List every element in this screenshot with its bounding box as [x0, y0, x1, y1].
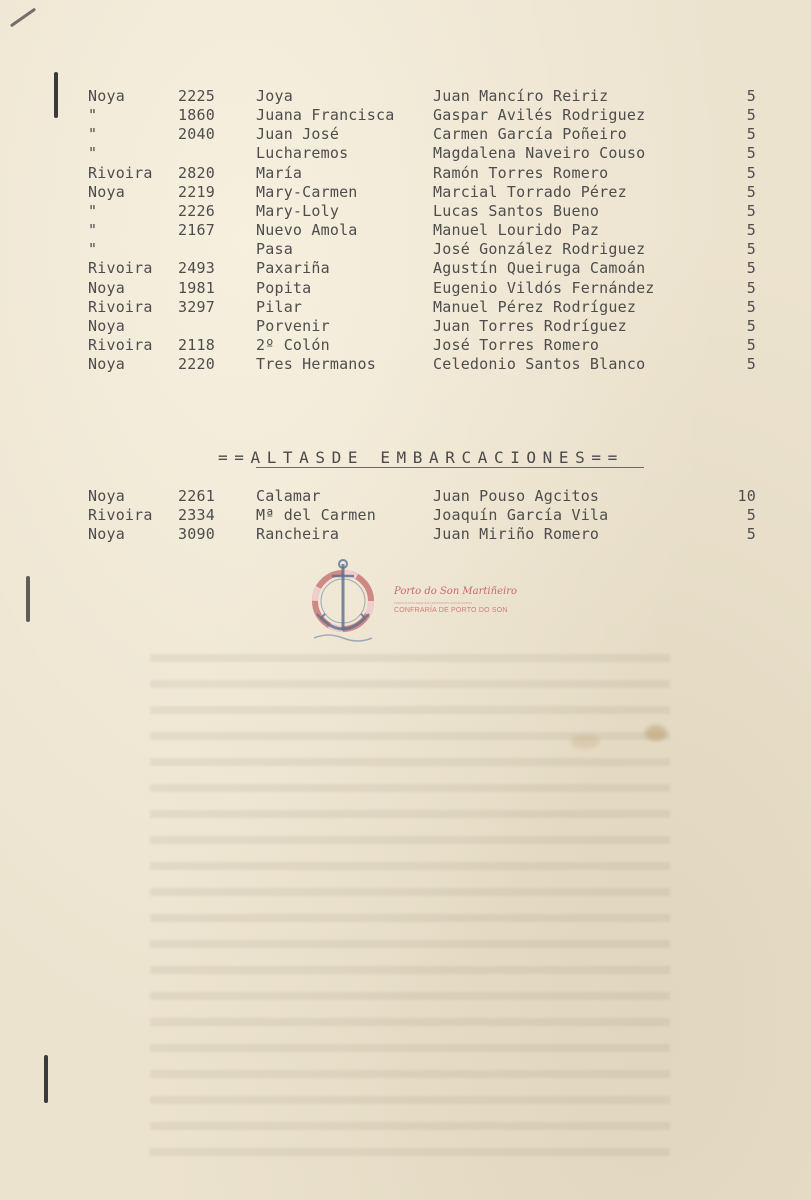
boat-name-cell: Popita: [256, 278, 312, 297]
owner-cell: Carmen García Poñeiro: [433, 125, 627, 144]
vessel-row: [0, 106, 811, 125]
owner-cell: Juan Miriño Romero: [433, 525, 600, 543]
number-cell: 2261: [178, 487, 215, 505]
boat-name-cell: Rancheira: [256, 525, 340, 543]
owner-cell: José Torres Romero: [433, 335, 600, 354]
margin-mark: [44, 1055, 48, 1103]
value-cell: 5: [746, 182, 756, 201]
vessel-row: [0, 259, 811, 278]
port-cell: ": [88, 106, 98, 125]
vessel-row: [0, 144, 811, 163]
number-cell: 2820: [178, 163, 215, 182]
vessel-row: [0, 183, 811, 202]
port-cell: ": [88, 144, 98, 163]
value-cell: 5: [746, 316, 756, 335]
value-cell: 5: [746, 201, 756, 220]
stain: [570, 735, 600, 749]
vessel-row: [0, 202, 811, 221]
port-cell: Noya: [88, 487, 125, 505]
number-cell: 2219: [178, 182, 215, 201]
watermark-logo: [308, 556, 517, 646]
boat-name-cell: Juan José: [256, 125, 340, 144]
vessel-row: [0, 336, 811, 355]
vessel-row: [0, 298, 811, 317]
owner-cell: Magdalena Naveiro Couso: [433, 144, 646, 163]
owner-cell: Agustín Queiruga Camoán: [433, 259, 646, 278]
boat-name-cell: Joya: [256, 87, 293, 105]
value-cell: 5: [746, 278, 756, 297]
port-cell: Noya: [88, 278, 125, 297]
boat-name-cell: 2º Colón: [256, 335, 330, 354]
boat-name-cell: Lucharemos: [256, 144, 349, 163]
value-cell: 5: [746, 297, 756, 316]
altas-heading-text: ==ALTASDE EMBARCACIONES==: [218, 448, 624, 467]
value-cell: 5: [746, 221, 756, 240]
port-cell: Noya: [88, 182, 125, 201]
boat-name-cell: María: [256, 163, 303, 182]
number-cell: 2493: [178, 259, 215, 278]
number-cell: 1981: [178, 278, 215, 297]
vessel-row: [0, 87, 811, 106]
value-cell: 5: [746, 125, 756, 144]
owner-cell: Juan Pouso Agcitos: [433, 487, 600, 505]
value-cell: 5: [746, 87, 756, 105]
port-cell: Noya: [88, 87, 125, 105]
number-cell: 2226: [178, 201, 215, 220]
number-cell: 1860: [178, 106, 215, 125]
vessel-row: [0, 164, 811, 183]
boat-name-cell: Porvenir: [256, 316, 330, 335]
watermark-small-rule: FONDOS DOCUMENTAIS HISTÓRICOS DIXITALIZADOS: [394, 601, 473, 605]
number-cell: 2220: [178, 355, 215, 374]
owner-cell: Celedonio Santos Blanco: [433, 355, 646, 374]
port-cell: ": [88, 201, 98, 220]
anchor-lifebuoy-icon: [308, 556, 378, 646]
owner-cell: Eugenio Vildós Fernández: [433, 278, 655, 297]
boat-name-cell: Paxariña: [256, 259, 330, 278]
owner-cell: Gaspar Avilés Rodriguez: [433, 106, 646, 125]
value-cell: 5: [746, 144, 756, 163]
owner-cell: Juan Torres Rodríguez: [433, 316, 627, 335]
port-cell: Rivoira: [88, 335, 153, 354]
heading-underline: [256, 467, 644, 468]
port-cell: Rivoira: [88, 297, 153, 316]
owner-cell: Lucas Santos Bueno: [433, 201, 600, 220]
vessel-row: [0, 125, 811, 144]
port-cell: Rivoira: [88, 163, 153, 182]
owner-cell: Manuel Lourido Paz: [433, 221, 600, 240]
value-cell: 5: [746, 355, 756, 374]
number-cell: 3090: [178, 525, 215, 543]
value-cell: 5: [746, 525, 756, 543]
stain: [645, 725, 667, 741]
vessel-row: [0, 221, 811, 240]
number-cell: 2225: [178, 87, 215, 105]
port-cell: ": [88, 125, 98, 144]
boat-name-cell: Nuevo Amola: [256, 221, 358, 240]
number-cell: 2040: [178, 125, 215, 144]
altas-heading: [218, 448, 624, 468]
number-cell: 2334: [178, 506, 215, 524]
port-cell: Noya: [88, 355, 125, 374]
owner-cell: Ramón Torres Romero: [433, 163, 609, 182]
port-cell: Noya: [88, 316, 125, 335]
value-cell: 5: [746, 163, 756, 182]
vessel-row: [0, 317, 811, 336]
boat-name-cell: Pasa: [256, 240, 293, 259]
vessel-row: [0, 279, 811, 298]
owner-cell: Manuel Pérez Rodríguez: [433, 297, 637, 316]
port-cell: Rivoira: [88, 506, 153, 524]
vessel-row: [0, 240, 811, 259]
owner-cell: Joaquín García Vila: [433, 506, 609, 524]
number-cell: 2167: [178, 221, 215, 240]
number-cell: 3297: [178, 297, 215, 316]
value-cell: 5: [746, 106, 756, 125]
owner-cell: Juan Mancíro Reiriz: [433, 87, 609, 105]
margin-mark: [10, 8, 36, 28]
altas-row: [0, 525, 811, 544]
boat-name-cell: Tres Hermanos: [256, 355, 376, 374]
port-cell: ": [88, 221, 98, 240]
port-cell: ": [88, 240, 98, 259]
boat-name-cell: Mª del Carmen: [256, 506, 376, 524]
port-cell: Rivoira: [88, 259, 153, 278]
watermark-name: Porto do Son Martiñeiro: [394, 586, 517, 597]
margin-mark: [26, 576, 30, 622]
owner-cell: José González Rodriguez: [433, 240, 646, 259]
bleed-through-text: [150, 640, 670, 1160]
altas-row: [0, 506, 811, 525]
boat-name-cell: Mary-Loly: [256, 201, 340, 220]
boat-name-cell: Mary-Carmen: [256, 182, 358, 201]
number-cell: 2118: [178, 335, 215, 354]
boat-name-cell: Juana Francisca: [256, 106, 395, 125]
watermark-subtitle: CONFRARÍA DE PORTO DO SON: [394, 607, 508, 614]
vessel-row: [0, 355, 811, 374]
altas-row: [0, 487, 811, 506]
owner-cell: Marcial Torrado Pérez: [433, 182, 627, 201]
value-cell: 5: [746, 240, 756, 259]
value-cell: 5: [746, 335, 756, 354]
boat-name-cell: Calamar: [256, 487, 321, 505]
value-cell: 5: [746, 506, 756, 524]
boat-name-cell: Pilar: [256, 297, 303, 316]
value-cell: 5: [746, 259, 756, 278]
value-cell: 10: [737, 487, 756, 505]
port-cell: Noya: [88, 525, 125, 543]
